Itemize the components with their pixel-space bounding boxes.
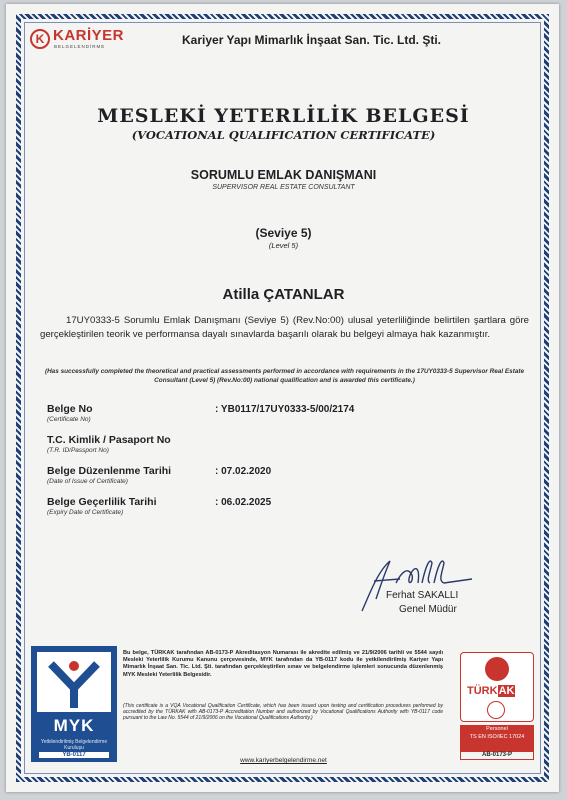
field-sublabel: (Certificate No)	[47, 416, 91, 423]
legal-text-en: (This certificate is a VQA Vocational Qualification Certificate, which has been issued upon testing and certification procedures performed by accredited by the TÜRKAK with AB-0173-P Accreditation Number and authorized by Vocational Qualifications Authority with YB-0117 code pursuant to the Law No. 5544 of 21/9/2006 on the Vocational Qualifications Authority.)	[123, 703, 443, 722]
kariyer-logo	[30, 27, 140, 57]
logo-subtext: BELGELENDİRME	[54, 44, 106, 49]
field-expiry-date	[47, 496, 527, 527]
field-label: Belge Geçerlilik Tarihi	[47, 496, 157, 508]
signatory-title: Genel Müdür	[399, 604, 457, 615]
qualification-role-en: SUPERVISOR REAL ESTATE CONSULTANT	[212, 184, 355, 191]
field-id-no	[47, 434, 527, 465]
field-value: : 06.02.2025	[215, 497, 272, 508]
field-sublabel: (Date of Issue of Certificate)	[47, 478, 128, 485]
checkmark-icon	[487, 701, 505, 719]
myk-badge	[31, 646, 117, 762]
field-label: Belge Düzenlenme Tarihi	[47, 465, 172, 477]
qualification-level-en: (Level 5)	[268, 241, 299, 250]
turkak-code: AB-0173-P	[460, 751, 534, 760]
field-sublabel: (T.R. ID/Passport No)	[47, 447, 109, 454]
website-link[interactable]: www.kariyerbelgelendirme.net	[240, 757, 327, 764]
field-label: T.C. Kimlik / Pasaport No	[47, 434, 171, 446]
legal-text: Bu belge, TÜRKAK tarafından AB-0173-P Akreditasyon Numarası ile akredite edilmiş ve 21/9/2006 tarihli ve 5544 sayılı Mesleki Yeterlilik Kurumu Kanunu çerçevesinde, MYK tarafından da YB-0117 kodu ile yetkilendirilmiş Kariyer Yapı Mimarlık İnşaat San. Tic. Ltd. Şti. tarafından gerçekleştirilen sınav ve belgelendirme işlemleri sonucunda düzenlenmiş MYK Mesleki Yeterlilik Belgesidir.	[123, 650, 443, 678]
myk-emblem-icon	[37, 652, 111, 712]
turkak-scope	[460, 725, 534, 751]
turkak-scope-line1: Personel	[486, 726, 508, 732]
logo-text: KARİYER	[53, 27, 125, 44]
field-value: : 07.02.2020	[215, 466, 272, 477]
certificate-fields	[47, 403, 527, 527]
certificate-subtitle: (VOCATIONAL QUALIFICATION CERTIFICATE)	[131, 128, 436, 142]
kariyer-logo-icon: K	[30, 29, 50, 49]
crescent-star-icon	[485, 657, 509, 681]
myk-code: YB-0117	[39, 752, 109, 758]
turkak-badge	[460, 652, 534, 760]
certificate-statement-en: (Has successfully completed the theoretical and practical assessments performed in accordance with requirements in the 17UY0333-5 Supervisor Real Estate Consultant (Level 5) (Rev.No:00) national qualification and is awarded this certificate.)	[44, 368, 525, 384]
company-name: Kariyer Yapı Mimarlık İnşaat San. Tic. Ltd. Şti.	[182, 33, 441, 47]
field-sublabel: (Expiry Date of Certificate)	[47, 509, 124, 516]
turkak-wordmark: TÜRKAK	[467, 685, 515, 697]
myk-subtext: Yetkilendirilmiş Belgelendirme Kuruluşu	[40, 739, 108, 751]
holder-name: Atilla ÇATANLAR	[222, 286, 345, 303]
signatory-name: Ferhat SAKALLI	[386, 590, 459, 601]
turkak-scope-line2: TS EN ISO/IEC 17024	[469, 734, 525, 740]
certificate-statement: 17UY0333-5 Sorumlu Emlak Danışmanı (Seviye 5) (Rev.No:00) ulusal yeterliliğinde belirtilen şartlara göre gerçekleştirilen teorik ve performansa dayalı sınavlarda başarılı olarak bu belgeyi almaya hak kazanmıştır.	[40, 315, 529, 340]
field-certificate-no	[47, 403, 527, 434]
turkak-emblem	[460, 652, 534, 722]
certificate-title: MESLEKİ YETERLİLİK BELGESİ	[97, 105, 470, 127]
field-value: : YB0117/17UY0333-5/00/2174	[215, 404, 355, 415]
myk-wordmark: MYK	[53, 716, 95, 735]
qualification-level: (Seviye 5)	[255, 226, 312, 240]
field-label: Belge No	[47, 403, 93, 415]
qualification-role: SORUMLU EMLAK DANIŞMANI	[190, 168, 377, 182]
field-issue-date	[47, 465, 527, 496]
